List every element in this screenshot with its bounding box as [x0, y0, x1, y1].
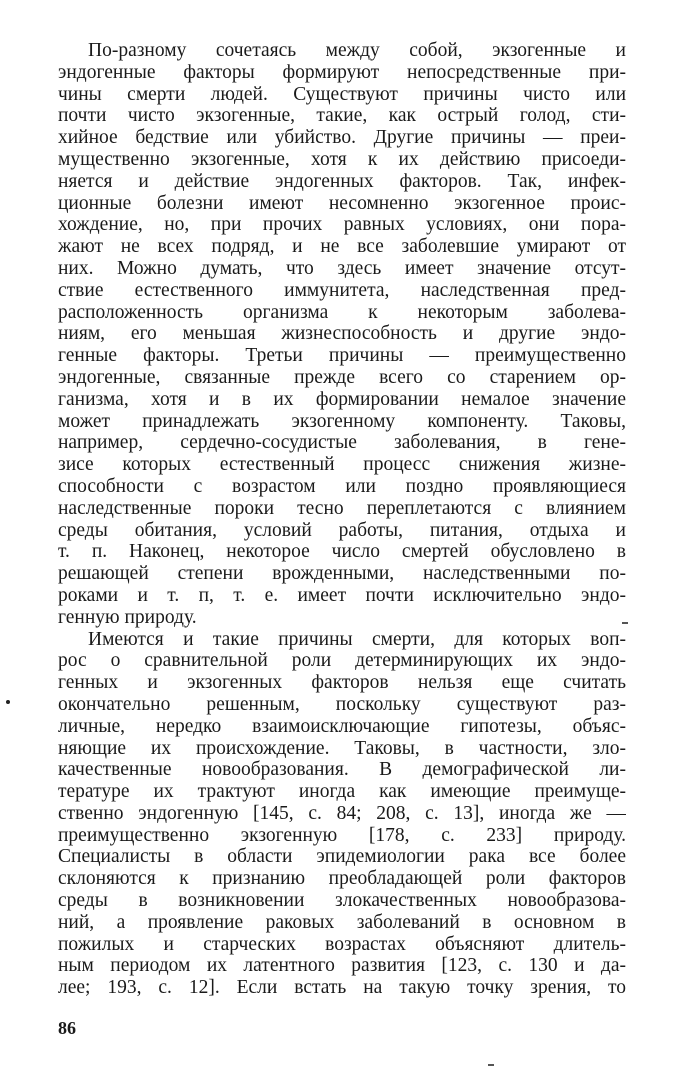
page-number: 86 — [58, 1018, 76, 1038]
text-line: например, сердечно-сосудистые заболевания, в гене- — [58, 432, 626, 454]
margin-dot — [6, 700, 10, 704]
text-line: няющие их происхождение. Таковы, в частности, зло- — [58, 737, 626, 759]
text-line: лее; 193, с. 12]. Если встать на такую точку зрения, то — [58, 977, 626, 999]
text-line: пожилых и старческих возрастах объясняют длитель- — [58, 933, 626, 955]
text-line: способности с возрастом или поздно проявляющиеся — [58, 475, 626, 497]
text-line: среды в возникновении злокачественных новообразова- — [58, 890, 626, 912]
text-line: эндогенные, связанные прежде всего со старением ор- — [58, 366, 626, 388]
text-line: ционные болезни имеют несомненно экзогенное проис- — [58, 192, 626, 214]
text-line: склоняются к признанию преобладающей роли факторов — [58, 868, 626, 890]
text-line: Специалисты в области эпидемиологии рака все более — [58, 846, 626, 868]
page-body — [58, 40, 626, 999]
text-line: ным периодом их латентного развития [123, с. 130 и да- — [58, 955, 626, 977]
text-line: рос о сравнительной роли детерминирующих их эндо- — [58, 650, 626, 672]
text-line: окончательно решенным, поскольку существуют раз- — [58, 693, 626, 715]
paragraph-2 — [58, 629, 626, 1000]
text-line: генные факторы. Третьи причины — преимущественно — [58, 345, 626, 367]
text-line: тературе их трактуют иногда как имеющие преимуще- — [58, 781, 626, 803]
text-line: чины смерти людей. Существуют причины чисто или — [58, 83, 626, 105]
text-line: расположенность организма к некоторым заболева- — [58, 301, 626, 323]
text-line: жают не всех подряд, и не все заболевшие умирают от — [58, 236, 626, 258]
text-line: ниям, его меньшая жизнеспособность и другие эндо- — [58, 323, 626, 345]
text-line: мущественно экзогенные, хотя к их действию присоеди- — [58, 148, 626, 170]
text-line: генных и экзогенных факторов нельзя еще считать — [58, 672, 626, 694]
text-line: среды обитания, условий работы, питания, отдыха и — [58, 519, 626, 541]
text-line: ствие естественного иммунитета, наследственная пред- — [58, 279, 626, 301]
text-line: Имеются и такие причины смерти, для которых воп- — [88, 628, 626, 650]
stray-mark — [488, 1064, 494, 1066]
stray-mark — [622, 622, 628, 624]
text-line: По-разному сочетаясь между собой, экзогенные и — [88, 40, 626, 61]
text-line: ственно эндогенную [145, с. 84; 208, с. 13], иногда же — — [58, 802, 626, 824]
text-line: преимущественно экзогенную [178, с. 233] природу. — [58, 824, 626, 846]
text-line: зисе которых естественный процесс снижения жизне- — [58, 454, 626, 476]
text-line: хийное бедствие или убийство. Другие причины — преи- — [58, 127, 626, 149]
text-line: эндогенные факторы формируют непосредственные при- — [58, 61, 626, 83]
text-line: т. п. Наконец, некоторое число смертей обусловлено в — [58, 541, 626, 563]
text-line: почти чисто экзогенные, такие, как острый голод, сти- — [58, 105, 626, 127]
text-line: хождение, но, при прочих равных условиях, они пора- — [58, 214, 626, 236]
text-line: генную природу. — [58, 606, 197, 628]
text-line: качественные новообразования. В демографической ли- — [58, 759, 626, 781]
text-line: роками и т. п, т. е. имеет почти исключительно эндо- — [58, 584, 626, 606]
text-line: них. Можно думать, что здесь имеет значение отсут- — [58, 257, 626, 279]
paragraph-1 — [58, 40, 626, 629]
text-line: няется и действие эндогенных факторов. Так, инфек- — [58, 170, 626, 192]
text-line: ний, а проявление раковых заболеваний в основном в — [58, 911, 626, 933]
text-line: решающей степени врожденными, наследственными по- — [58, 563, 626, 585]
text-line: ганизма, хотя и в их формировании немалое значение — [58, 388, 626, 410]
text-line: может принадлежать экзогенному компоненту. Таковы, — [58, 410, 626, 432]
text-line: наследственные пороки тесно переплетаются с влиянием — [58, 497, 626, 519]
text-line: личные, нередко взаимоисключающие гипотезы, объяс- — [58, 715, 626, 737]
